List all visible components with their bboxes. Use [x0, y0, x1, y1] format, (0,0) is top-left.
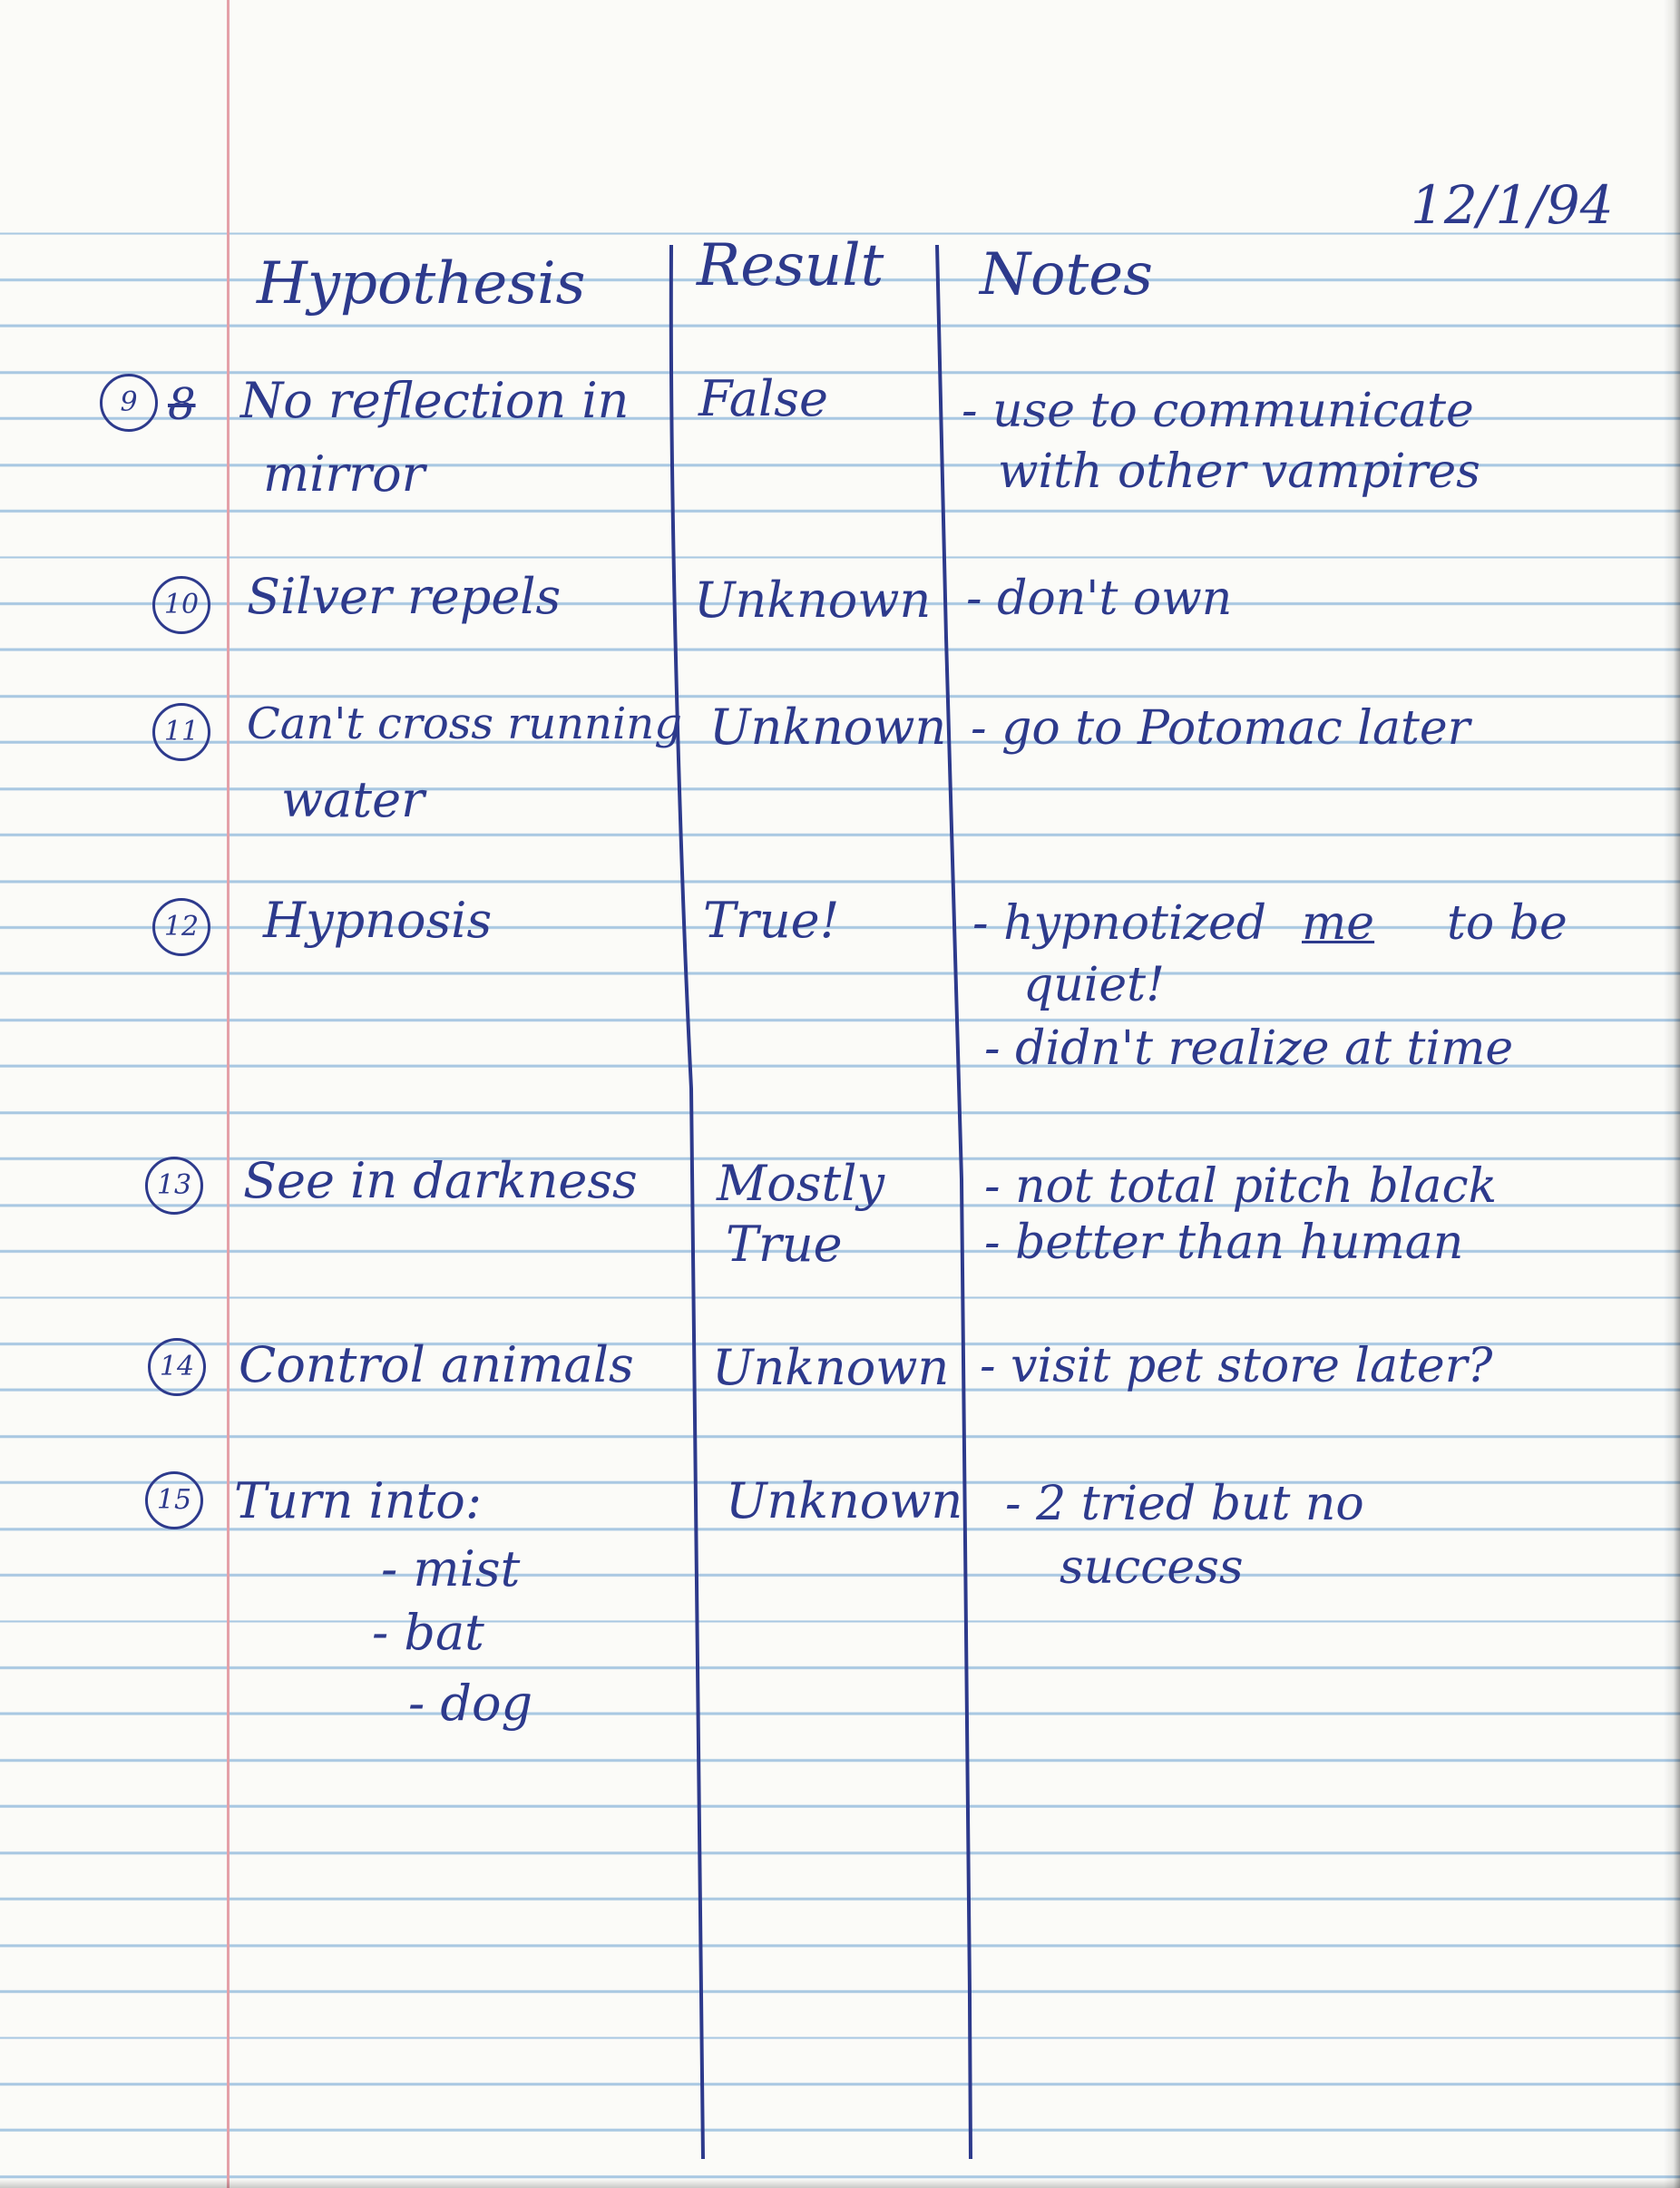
hypothesis-text: Control animals — [239, 1336, 634, 1393]
hypothesis-text: Silver repels — [247, 568, 562, 625]
note-text: - go to Potomac later — [971, 701, 1470, 756]
hypothesis-text: Can't cross running — [247, 698, 682, 749]
hypothesis-text: See in darkness — [243, 1152, 638, 1209]
note-text: - don't own — [966, 571, 1233, 626]
page-bottom-shadow — [0, 2179, 1680, 2188]
result-text: True — [726, 1216, 843, 1273]
note-text: - better than human — [984, 1216, 1464, 1270]
hypothesis-text: Turn into: — [234, 1472, 483, 1529]
row-number: 9 — [100, 374, 158, 432]
note-text: - not total pitch black — [984, 1159, 1498, 1214]
row-number: 11 — [152, 703, 210, 761]
hypothesis-text: - dog — [408, 1675, 533, 1732]
hypothesis-text: Hypnosis — [263, 892, 493, 949]
row-number: 15 — [145, 1471, 203, 1529]
divider-hypothesis-result — [671, 245, 703, 2159]
result-text: Mostly — [717, 1155, 884, 1212]
result-text: False — [698, 370, 828, 427]
header-hypothesis: Hypothesis — [257, 250, 586, 317]
result-text: Unknown — [726, 1472, 963, 1529]
note-text: - didn't realize at time — [984, 1021, 1514, 1076]
hypothesis-text: mirror — [263, 445, 425, 503]
note-text: - 2 tried but no — [1005, 1477, 1364, 1531]
note-emphasis: me — [1302, 896, 1375, 951]
note-text: to be — [1447, 896, 1568, 951]
result-text: Unknown — [712, 1339, 950, 1396]
header-result: Result — [697, 232, 884, 299]
row-number: 13 — [145, 1157, 203, 1215]
row-number: 14 — [148, 1338, 206, 1396]
note-text: with other vampires — [998, 444, 1480, 499]
result-text: True! — [703, 892, 840, 949]
hypothesis-text: - mist — [381, 1540, 521, 1597]
result-text: Unknown — [709, 698, 947, 756]
page-edge-shadow — [1664, 0, 1680, 2188]
hypothesis-text: No reflection in — [240, 372, 630, 429]
row-number: 12 — [152, 898, 210, 956]
note-text: quiet! — [1023, 958, 1165, 1012]
header-notes: Notes — [980, 241, 1153, 308]
result-text: Unknown — [694, 571, 932, 629]
divider-result-notes — [937, 245, 971, 2159]
note-text: - hypnotized — [972, 896, 1267, 951]
note-text: - use to communicate — [962, 384, 1474, 438]
hypothesis-text: - bat — [372, 1604, 484, 1661]
note-text: - visit pet store later? — [980, 1339, 1493, 1393]
note-text: success — [1060, 1540, 1244, 1595]
struck-row-number: 8 — [168, 379, 196, 430]
hypothesis-text: water — [281, 771, 425, 828]
row-number: 10 — [152, 576, 210, 634]
entry-date: 12/1/94 — [1411, 174, 1614, 236]
